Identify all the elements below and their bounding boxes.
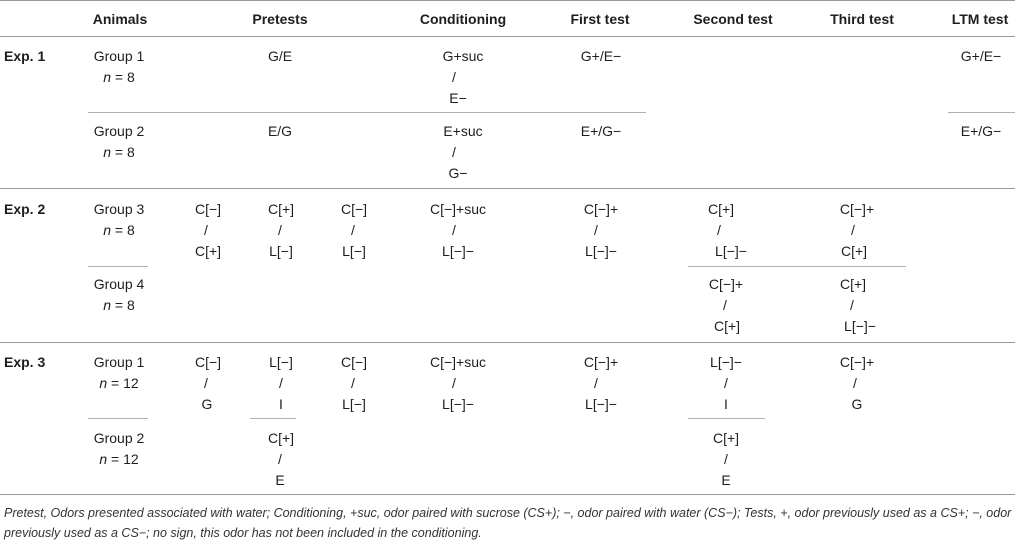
exp1-group1-pretest: G/E [267,48,293,64]
exp3-group1-pre3-1: C[−] [340,354,368,370]
exp1-group1-first: G+/E− [580,48,622,64]
exp2-group4-second-2: / [723,297,727,313]
exp3-group-divider [88,418,148,419]
exp3-group1-pre2-1: L[−] [269,354,293,370]
exp2-group3-cond-3: L[−]− [442,243,474,259]
exp3-group1-first-2: / [594,375,598,391]
exp1-ltm-divider [948,112,1015,113]
exp3-group1-cond-3: L[−]− [442,396,474,412]
header-pretests: Pretests [252,11,308,27]
header-first-test: First test [570,11,630,27]
exp3-group2-n: n = 12 [99,451,139,467]
exp2-group3-pre1-1: C[−] [194,201,222,217]
exp3-label: Exp. 3 [4,354,46,370]
exp3-pretest-divider [250,418,296,419]
exp2-group3-first-3: L[−]− [585,243,617,259]
exp3-group1-cond-1: C[−]+suc [429,354,487,370]
exp2-group3-pre3-3: L[−] [342,243,366,259]
exp2-group3-pre1-2: / [204,222,208,238]
exp1-group1-name: Group 1 [93,48,145,64]
exp3-group1-pre3-2: / [351,375,355,391]
exp2-group3-pre1-3: C[+] [194,243,222,259]
exp2-group4-name: Group 4 [93,276,145,292]
exp2-group4-third-2: / [850,297,854,313]
exp2-group4-third-1: C[+] [839,276,867,292]
exp2-group3-first-1: C[−]+ [583,201,619,217]
exp2-group3-name: Group 3 [93,201,145,217]
table-footnote: Pretest, Odors presented associated with water; Conditioning, +suc, odor paired with sucrose (CS+); −, odor paired with water (CS−); Tests, +, odor previously used as a CS+; −, odor previously used as a CS−; no sign, this odor has not been included in the conditioning. [4,506,1012,540]
exp2-group4-n: n = 8 [103,297,135,313]
exp3-group1-third-2: / [853,375,857,391]
exp2-bottom-rule [0,342,1015,343]
exp1-group-divider [88,112,646,113]
exp2-group3-pre2-2: / [278,222,282,238]
exp1-group2-cond-2: / [452,144,456,160]
exp2-tests-divider [688,266,906,267]
header-animals: Animals [92,11,148,27]
exp3-group1-third-1: C[−]+ [839,354,875,370]
exp3-group2-second-3: E [721,472,731,488]
exp2-group3-second-1: C[+] [707,201,735,217]
exp2-group3-pre2-3: L[−] [269,243,293,259]
exp1-bottom-rule [0,188,1015,189]
exp1-group2-first: E+/G− [580,123,622,139]
exp1-label: Exp. 1 [4,48,46,64]
exp3-group1-first-1: C[−]+ [583,354,619,370]
exp1-group1-cond-2: / [452,69,456,85]
exp3-group2-pre2-1: C[+] [267,430,295,446]
exp3-group2-second-2: / [724,451,728,467]
exp2-group3-pre2-1: C[+] [267,201,295,217]
exp3-group1-pre2-3: I [279,396,283,412]
exp2-group3-pre3-2: / [351,222,355,238]
exp2-group3-first-2: / [594,222,598,238]
exp3-group1-second-1: L[−]− [710,354,742,370]
exp1-group1-cond-1: G+suc [442,48,484,64]
exp3-group1-n: n = 12 [99,375,139,391]
exp1-group2-name: Group 2 [93,123,145,139]
exp1-group2-pretest: E/G [267,123,293,139]
exp2-group-divider [88,266,148,267]
exp2-group4-third-3: L[−]− [844,318,876,334]
exp3-group2-pre2-2: / [278,451,282,467]
exp1-group1-n: n = 8 [103,69,135,85]
exp2-group3-third-2: / [851,222,855,238]
exp3-group2-second-1: C[+] [712,430,740,446]
exp1-group2-n: n = 8 [103,144,135,160]
header-conditioning: Conditioning [419,11,507,27]
exp3-group2-name: Group 2 [93,430,145,446]
exp2-label: Exp. 2 [4,201,46,217]
exp3-group1-second-3: I [724,396,728,412]
exp2-group3-pre3-1: C[−] [340,201,368,217]
exp3-group1-cond-2: / [452,375,456,391]
header-third-test: Third test [830,11,894,27]
exp3-group1-first-3: L[−]− [585,396,617,412]
exp3-group2-pre2-3: E [275,472,285,488]
exp2-group4-second-3: C[+] [713,318,741,334]
exp3-group1-pre1-1: C[−] [194,354,222,370]
exp3-group1-pre2-2: / [279,375,283,391]
exp2-group3-second-2: / [717,222,721,238]
exp2-group3-cond-1: C[−]+suc [429,201,487,217]
exp2-group3-cond-2: / [452,222,456,238]
header-ltm-test: LTM test [951,11,1009,27]
exp3-group1-third-3: G [851,396,863,412]
exp1-group2-cond-3: G− [448,165,468,181]
table-top-rule [0,0,1015,1]
exp2-group3-third-1: C[−]+ [839,201,875,217]
exp1-group1-ltm: G+/E− [960,48,1002,64]
exp3-group1-pre3-3: L[−] [342,396,366,412]
exp1-group2-ltm: E+/G− [960,123,1002,139]
exp1-group2-cond-1: E+suc [443,123,483,139]
exp3-group1-pre1-3: G [201,396,213,412]
exp2-group3-second-3: L[−]− [715,243,747,259]
exp2-group4-second-1: C[−]+ [708,276,744,292]
header-second-test: Second test [693,11,773,27]
header-rule [0,36,1015,37]
exp3-group1-second-2: / [724,375,728,391]
exp2-group3-n: n = 8 [103,222,135,238]
exp1-group1-cond-3: E− [449,90,467,106]
exp2-group3-third-3: C[+] [840,243,868,259]
exp3-group1-pre1-2: / [204,375,208,391]
table-bottom-rule [0,494,1015,495]
exp3-second-divider [688,418,765,419]
exp3-group1-name: Group 1 [93,354,145,370]
